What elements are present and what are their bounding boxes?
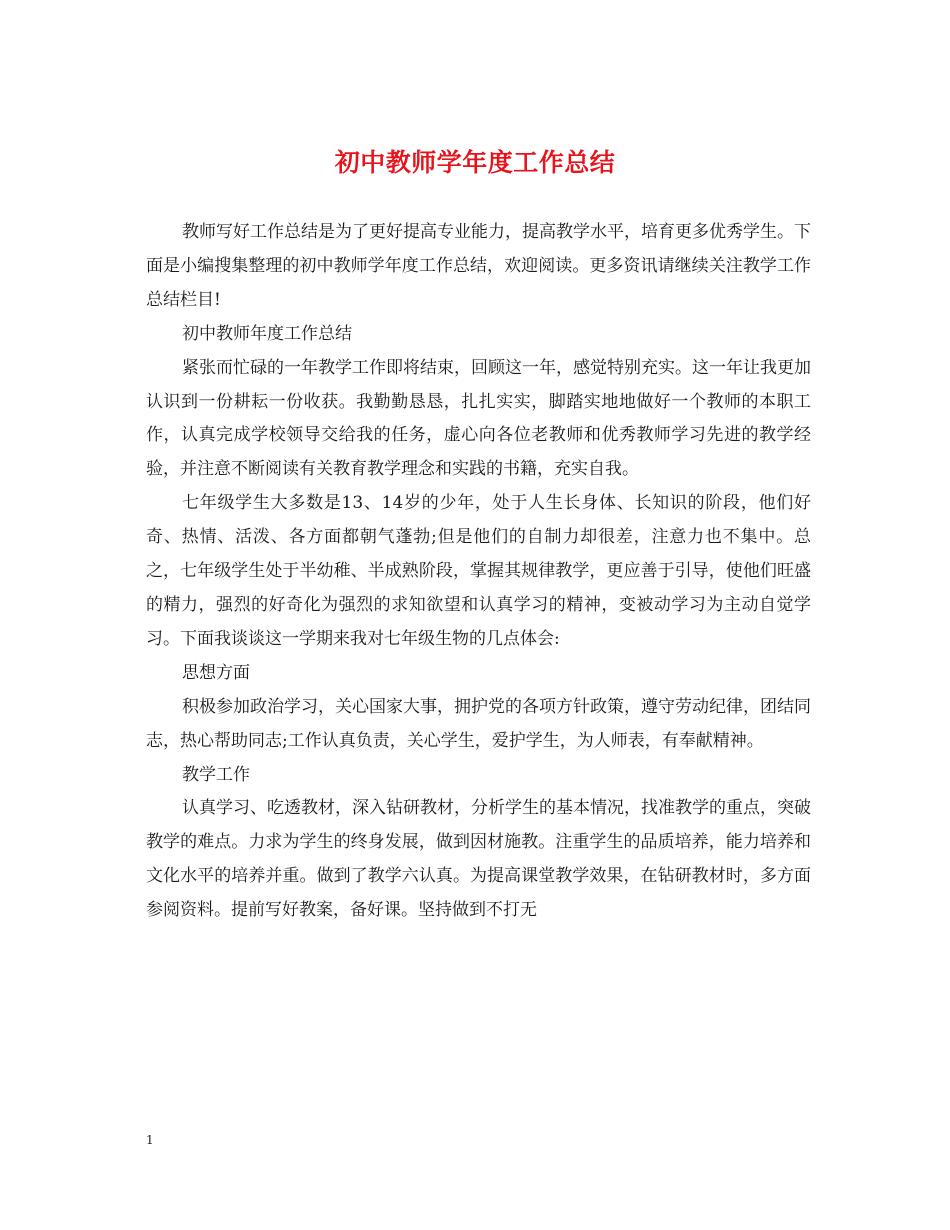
page-number: 1 bbox=[146, 1133, 154, 1147]
document-body bbox=[146, 216, 811, 928]
body-paragraph: 认真学习、吃透教材，深入钻研教材，分析学生的基本情况，找准教学的重点，突破教学的难点。力求为学生的终身发展，做到因材施教。注重学生的品质培养，能力培养和文化水平的培养并重。做到了教学六认真。为提高课堂教学效果，在钻研教材时，多方面参阅资料。提前写好教案，备好课。坚持做到不打无 bbox=[146, 798, 811, 921]
section-heading-annual-summary: 初中教师年度工作总结 bbox=[182, 323, 352, 344]
body-paragraph: 积极参加政治学习，关心国家大事，拥护党的各项方针政策，遵守劳动纪律，团结同志，热心帮助同志;工作认真负责，关心学生，爱护学生，为人师表，有奉献精神。 bbox=[146, 696, 811, 751]
document-title: 初中教师学年度工作总结 bbox=[334, 148, 616, 177]
body-paragraph: 紧张而忙碌的一年教学工作即将结束，回顾这一年，感觉特别充实。这一年让我更加认识到一份耕耘一份收获。我勤勤恳恳，扎扎实实，脚踏实地地做好一个教师的本职工作，认真完成学校领导交给我的任务，虚心向各位老教师和优秀教师学习先进的教学经验，并注意不断阅读有关教育教学理念和实践的书籍，充实自我。 bbox=[146, 357, 811, 480]
section-heading-ideology: 思想方面 bbox=[182, 662, 250, 683]
intro-paragraph: 教师写好工作总结是为了更好提高专业能力，提高教学水平，培育更多优秀学生。下面是小编搜集整理的初中教师学年度工作总结，欢迎阅读。更多资讯请继续关注教学工作总结栏目! bbox=[146, 222, 811, 310]
body-paragraph: 七年级学生大多数是13、14岁的少年，处于人生长身体、长知识的阶段，他们好奇、热情、活泼、各方面都朝气蓬勃;但是他们的自制力却很差，注意力也不集中。总之，七年级学生处于半幼稚、半成熟阶段，掌握其规律教学，更应善于引导，使他们旺盛的精力，强烈的好奇化为强烈的求知欲望和认真学习的精神，变被动学习为主动自觉学习。下面我谈谈这一学期来我对七年级生物的几点体会: bbox=[146, 493, 811, 649]
section-heading-teaching: 教学工作 bbox=[182, 764, 250, 785]
